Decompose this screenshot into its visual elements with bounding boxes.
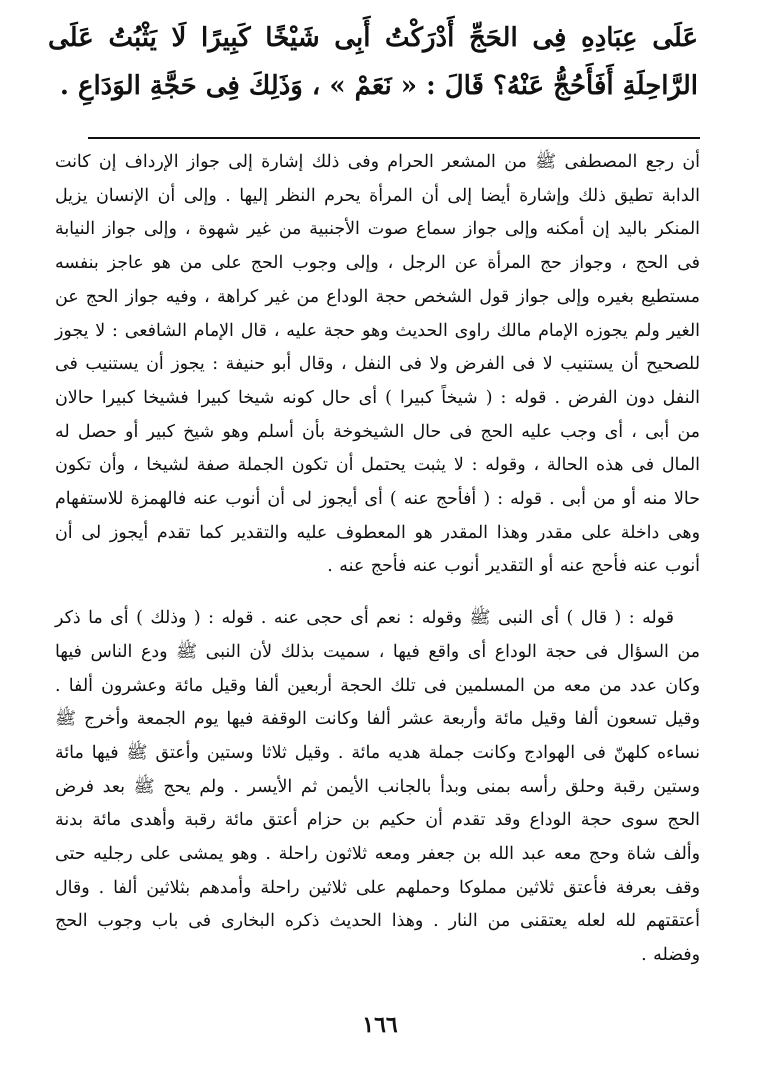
- hadith-text: عَلَى عِبَادِهِ فِى الحَجِّ أَدْرَكْتُ أَبِى شَيْخًا كَبِيرًا لَا يَثْبُتُ عَلَى الرَّاحِلَةِ أَفَأَحُجُّ عَنْهُ؟ قَالَ : « نَعَمْ » ، وَذَلِكَ فِى حَجَّةِ الوَدَاعِ .: [48, 23, 698, 101]
- commentary-paragraph-2: قوله : ( قال ) أى النبى ﷺ وقوله : نعم أى حجى عنه . قوله : ( وذلك ) أى ما ذكر من السؤال فى حجة الوداع أى واقع فيها ، سميت بذلك لأن النبى ﷺ ودع الناس فيها وكان عدد من معه من المسلمين فى تلك الحجة أربعين ألفا وقيل مائة وعشرون ألفا . وقيل تسعون ألفا وقيل مائة وأربعة عشر ألفا وكانت الوقفة فيها يوم الجمعة وأخرج ﷺ نساءه كلهنّ فى الهوادج وكانت جملة هديه مائة . وقيل ثلاثا وستين وأعتق ﷺ فيها مائة وستين رقبة وحلق رأسه بمنى وبدأ بالجانب الأيمن ثم الأيسر . ولم يحج ﷺ بعد فرض الحج سوى حجة الوداع وقد تقدم أن حكيم بن حزام أعتق مائة رقبة وأهدى مائة بدنة وألف شاة وحج معه عبد الله بن جعفر ومعه ثلاثون راحلة . وهو يمشى على رجليه حتى وقف بعرفة فأعتق ثلاثين مملوكا وحملهم على ثلاثين راحلة وأمدهم بثلاثين ألفا . وقال أعتقتهم لله لعله يعتقنى من النار . وهذا الحديث ذكره البخارى فى باب وجوب الحج وفضله .: [55, 608, 700, 966]
- commentary-section: [55, 146, 700, 973]
- page-number: ١٦٦: [362, 1012, 398, 1038]
- divider-rule: [88, 137, 700, 139]
- commentary-paragraph-1: أن رجع المصطفى ﷺ من المشعر الحرام وفى ذلك إشارة إلى جواز الإرداف إن كانت الدابة تطيق ذلك وإشارة أيضا إلى أن المرأة يحرم النظر إليها . وإلى أن الإنسان يزيل المنكر باليد إن أمكنه وإلى جواز سماع صوت الأجنبية من غير شهوة ، وإلى جواز النيابة فى الحج ، وجواز حج المرأة عن الرجل ، وإلى وجوب الحج على من هو عاجز بنفسه مستطيع بغيره وإلى جواز قول الشخص حجة الوداع من غير كراهة ، وفيه جواز الحج عن الغير ولم يجوزه الإمام مالك راوى الحديث وهو حجة عليه ، قال الإمام الشافعى : لا يجوز للصحيح أن يستنيب لا فى الفرض ولا فى النفل ، وقال أبو حنيفة : يجوز أن يستنيب فى النفل دون الفرض . قوله : ( شيخاً كبيرا ) أى حال كونه شيخا كبيرا فشيخا كبيرا حالان من أبى ، أى وجب عليه الحج فى حال الشيخوخة بأن أسلم وهو شيخ كبير أو حصل له المال فى هذه الحالة ، وقوله : لا يثبت يحتمل أن تكون الجملة صفة لشيخا ، وأن تكون حالا منه أو من أبى . قوله : ( أفأحج عنه ) أى أيجوز لى أن أنوب عنه فالهمزة للاستفهام وهى داخلة على مقدر وهذا المقدر هو المعطوف عليه والتقدير كما تقدم أيجوز لى أن أنوب عنه فأحج عنه أو التقدير أنوب عنه فأحج عنه .: [55, 152, 700, 577]
